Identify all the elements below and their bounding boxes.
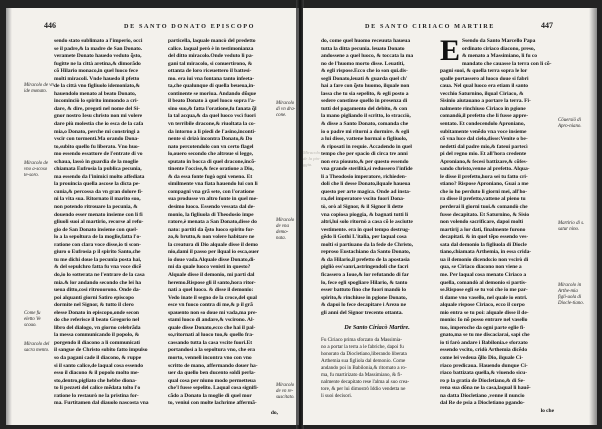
margin-note-eletto-vescovo: Come fu eletto Ve scouo.	[24, 311, 41, 328]
margin-note-idemonato: Miracolo de vn ide monato.	[24, 83, 54, 94]
text-line: spirito,& rinchiuse in pgione Donato,	[321, 294, 407, 301]
text-line: lo a la sepoltura de la moglie,fatta l'o-	[54, 234, 141, 241]
text-line: & del sepulchro fatta fu vna voce dicē	[54, 264, 142, 271]
text-line: dare, & dire, pregoti nel nome del Si-	[54, 105, 140, 112]
text-line: hauendolo menato al beato Donato,	[54, 90, 137, 97]
text-line: tiano,chiamata Arthemia, in essa crida-	[440, 249, 532, 256]
text-line: ni la vita sua. Ritornato il marito suo,	[54, 196, 141, 203]
text-line: non potendo ritrouare la pecunia, &	[54, 204, 138, 211]
text-line: vscir con tormenti.Ma orando Dona-	[54, 136, 139, 143]
text-line: porgendo il diacono a li communicati	[54, 339, 140, 346]
section-title-ciriaco: De Santo Ciriacò Martire.	[344, 324, 410, 332]
text-line: chiamata Eufrosia la publica pecunia,	[54, 166, 142, 173]
margin-note-conversion-aproniano: Cōuersiō di Apro-niano.	[558, 118, 582, 129]
text-line: sata dal demonio la figliuola di Diocle	[440, 241, 527, 248]
summary-line: honorato da Diocletiano,liberando liberata	[321, 350, 407, 357]
text-line: mio entra se tu poi: alquale disse il de-	[440, 309, 529, 316]
margin-note-sacramento: Miracolo del sacra mento.	[24, 342, 50, 353]
text-line: si il santo calice,de laqual cosa essendo	[54, 362, 144, 369]
text-line: reproso Eustachiano da Santo Donato,	[321, 249, 411, 256]
summary-line: Arthemia sua figliola dal demonio. Come	[321, 357, 406, 364]
left-column-2	[168, 38, 278, 408]
text-line: da intorno a li piedi de l'asino,inconti-	[168, 128, 256, 135]
text-line: alquale rispose Ciriaco, ecco il corpo	[440, 302, 525, 309]
text-line: tutti del pagamento del debito, & con	[321, 105, 408, 112]
text-line: ua il demonio dicendo:io non vscirò di	[440, 256, 529, 263]
text-line: esce vn fuoco contra di me,& p il grā	[168, 302, 253, 309]
summary-line: no a portar la terra a le fabriche, dapoi fu	[321, 343, 404, 350]
text-line: ratore,è menata a San Donato,disse do	[168, 219, 257, 226]
text-line: riaco battizata quella,& viuendo sicu-	[440, 370, 528, 377]
text-line: so,ritornati al luoco tuo,& quello fra-	[168, 332, 254, 339]
text-line: similmente vna fiata hauendo lui con li	[168, 181, 258, 188]
text-line: giuro o Eufrosia p il spirito Santo,che	[54, 249, 141, 256]
text-line: pigliò ess'sanri,astringendoli che facri	[321, 264, 409, 271]
text-line: dare più molestia che io esca de la cafa	[54, 121, 144, 128]
text-line: nato: partiti da q̃sto luoco spirito for-	[168, 226, 255, 233]
text-line: nio,dami il passo per ilqual io esca,ouer	[168, 249, 259, 256]
text-line: fugitte ne la città aretina,& dimorãdo	[54, 60, 141, 67]
text-line: riaco predicaua. Hauendo dunque Ci-	[440, 362, 528, 369]
text-line: to, veniui con molte lachrime affermā-	[168, 400, 257, 407]
text-line: zo,& brutto,& non volere habitare ne	[168, 234, 255, 241]
text-line: io doue vada.Alquale disse Donato,di-	[168, 256, 256, 263]
text-line: libro del dialogo, vn giorno celebrāda	[54, 324, 141, 331]
right-folio: 447	[541, 21, 553, 30]
text-line: il sangue de Christo subito fatto impulso	[54, 347, 148, 354]
summary-line: Fu Ciriaco prima sforzato da Massimia-	[321, 336, 402, 343]
right-catchword: lo che	[540, 407, 554, 414]
text-line: che'l fusse sepelito. Laqual cosa signifi-	[168, 385, 259, 392]
text-line: me. Per laqual cosa menato Ciriaco a	[440, 271, 527, 278]
text-line: a lui disse, vattene hormai o figliuolo,	[321, 136, 408, 143]
text-line: martirij a lor dati, finalmente furono	[440, 226, 526, 233]
text-line: questo per arte magica. Onde ad insta-	[321, 188, 411, 195]
text-line: no de l'huomo morto disse. Leuatiti,	[321, 60, 405, 67]
summary-line: tore, & per lui dimostrò Iddio vendetta ne	[321, 385, 406, 392]
text-line: se.Rispose egli se tu voi che io me par-	[440, 287, 528, 294]
text-line: cō vna luce dal cielo,disse:Venite o be-	[440, 136, 528, 143]
left-running-head: DE SANTO DONATO EPISCOPO	[124, 23, 256, 30]
margin-note-tesoro: Miracolo de vno a-scoso te-soro.	[24, 161, 49, 178]
text-line: altri,lui solo ritornò a casa cō le asciutte	[321, 219, 413, 226]
text-line: mandato che cauasse la terra con li cō-	[461, 60, 552, 67]
text-line: morto, venneli incontra vno con vno	[168, 354, 252, 361]
text-line: vna copiosa pioggia, & bagnati tutti li	[321, 211, 408, 218]
text-line: stiano? Rispose Aproniano, Guai a me	[440, 181, 529, 188]
text-line: gio de San Donato insieme con quel-	[54, 226, 138, 233]
text-line: sentato. Et condecendolo Aproniano,	[440, 121, 525, 128]
text-line: esso il diacono & il popolo molto me-	[54, 370, 140, 377]
text-line: essendo vscito, cridò Arthemia dicēdo	[440, 347, 528, 354]
text-line: esser battuto fino che fuori mandò lo	[321, 287, 406, 294]
text-line: li a Theodosio imperatore, richieden-	[321, 173, 407, 180]
summary-line: andando poi in Babilonia,& ritornato a ro-	[321, 364, 407, 371]
text-line: segli Donato,leuati & guarda quel ch'	[321, 75, 408, 82]
text-line: particella, laquale mancò del predetto	[168, 38, 256, 44]
text-line: monio: Io nō posso entrare nel vasello	[440, 317, 528, 324]
text-line: ueua ditto,cosi ritrouorono. Onde da-	[54, 287, 141, 294]
text-line: nato percotendolo con vn certo flagel	[168, 143, 254, 150]
text-line: de la città vno figliuolo idemoniato,&	[54, 83, 140, 90]
right-column-2	[440, 34, 554, 415]
text-line: do, come quel huomo receuuta haueua	[321, 38, 411, 44]
text-line: ta,che qualunque di quella beueua,in-	[168, 83, 255, 90]
text-line: rena sua dōna ne la casa,laqual li hauē-	[440, 385, 531, 392]
text-line: continente se moriua. Andando dūque	[168, 90, 257, 97]
text-line: & disse a Santo Donato, comanda che	[321, 121, 409, 128]
text-line: mo. era iui vna fontana tanto infeeta-	[168, 75, 255, 82]
left-page	[6, 8, 299, 425]
summary-line: li suoi decisori.	[321, 392, 352, 399]
text-line: ficassero a Ioue,& lor refutando di far	[321, 271, 409, 278]
text-line: douendo esser menato insieme con li fi	[54, 211, 143, 218]
text-line: Sisinio aiutauano a portare la terra. Fi-	[440, 98, 531, 105]
text-line: nente si drizò incontra Donato,& Do	[168, 136, 253, 143]
text-line: Vedo inate il segno de la croce,del qual	[168, 294, 257, 301]
text-line: la creatura di Dio alquale disse il demo	[168, 241, 258, 248]
text-line: poi alquanti giorni Satiro episcopo	[54, 294, 134, 301]
text-line: gēdo li Gothi L'italia, per laqual cosa	[321, 234, 407, 241]
text-line: hai a fare con q̃sto huomo, ilquale non	[321, 83, 410, 90]
margin-note-dracone: Miracolo di vn dra-cone.	[276, 101, 296, 118]
text-line: tempo che per spacio di circa tre anni	[321, 151, 408, 158]
text-line: del ditto miracolo.Onde veduto li pa-	[168, 53, 254, 60]
margin-note-martirio-saturnino: Martirio di s. satur nino.	[558, 221, 585, 232]
text-line: non era piouuto,& per questo essendo	[321, 158, 409, 165]
text-line: mia,o Donato, perche mi constringi a	[54, 128, 140, 135]
text-line: spauento non so doue mi vada,ma pre-	[168, 309, 258, 316]
text-line: sando christo,venne al prefetto. Alqua-	[440, 166, 530, 173]
text-line: nati a quel luoco. & disse il demonio:	[168, 287, 254, 294]
right-column-1	[321, 38, 433, 400]
text-line: la messa communicando il popolo, &	[54, 332, 140, 339]
text-line: heremo.Rispose gli il santo,hora ritor-	[168, 279, 256, 286]
summary-line: ma, fu martirizato da Massimiano, & fi-	[321, 371, 403, 378]
text-line: schaua, lassò in guardia de la moglie	[54, 158, 139, 165]
text-line: vecchio Saturnino, ilqual Ciriaco, &	[440, 90, 524, 97]
text-line: compagni vna grā sete, con l'oratione	[168, 188, 255, 195]
text-line: sputato in bocca di quel dracone,incō-	[168, 158, 256, 165]
text-line: uer da quello ben ducento soldi perla-	[168, 370, 256, 377]
text-line: scritto de mano, affermando douer ha-	[168, 362, 258, 369]
text-line: so da pagani cade il diacono, & ruppe	[54, 354, 142, 361]
left-catchword: do,	[270, 410, 278, 416]
text-line: mo essendo essattore de l'entrate di vo	[54, 151, 143, 158]
text-line: qua, se Ciriaco diacono non viene a	[440, 264, 522, 271]
text-line: quella, comandò al demonio si partis-	[440, 279, 527, 286]
text-line: vestimente. era in quel tempo destrug-	[321, 226, 410, 233]
text-line: to li pezzeti del calice mēdata tolto l'o	[54, 385, 141, 392]
text-line: spalle portassero al luoco doue si fabri	[440, 75, 529, 82]
text-line: & da Hilario,il prefetto de la apostasia	[321, 256, 410, 263]
text-line: cõ Hilario monaco,in quel luoco fece	[54, 68, 138, 75]
margin-note-pioggia: Miracolo de la pio-ggia.	[303, 150, 321, 167]
text-line: calice. laqual però è in testimonianza	[168, 45, 254, 52]
text-line: molti miracoli. Vnde hauedo il pfetto	[54, 75, 140, 82]
text-line: come lei vedeua q̃llo Dio, ilquale Ci-	[440, 354, 524, 361]
text-line: io ti farò andare i Babilonia.e sforzato	[440, 339, 528, 346]
text-line: lo,ouero secondo che altroue si legge,	[168, 151, 253, 158]
text-line: il beato Donato à quel luoco sopra l'a-	[168, 98, 256, 105]
text-line: desimo luoco. Essendo vessata dal de-	[168, 204, 255, 211]
text-line: tinente l'occise,& fece oratione a Dio,	[168, 166, 254, 173]
text-line: dormite nel Signor, & tutto il clero	[54, 302, 134, 309]
text-line: cādo a Donato la moglie di quel mor	[168, 392, 252, 399]
text-line: caua. Nel qual luoco era etiam il santo	[440, 83, 529, 90]
text-line: elesse Donato in episcopo,onde secon	[54, 309, 139, 316]
text-line: ordinato ciriaco diacono, preso,	[461, 45, 535, 52]
text-line: la mano pigliando il scritto, lo stracciò,	[321, 113, 411, 120]
text-line: Ssendo da Santo Marcello Papa	[461, 38, 536, 44]
text-line: nedetti dal padre mio,& fateui partecì	[440, 143, 528, 150]
left-column-1	[54, 38, 164, 408]
text-line: do che referisce il beato Gregorio nel	[54, 317, 140, 324]
text-line: ottanta de loro riceuettero il battesi-	[168, 68, 252, 75]
text-line: tu me dichi doue la pecunia posta hai,	[54, 256, 142, 263]
text-line: mia.& lor andando secondo che lei ha	[54, 279, 142, 286]
text-line: perderai li giorni tuoi.& comandò che	[440, 204, 528, 211]
text-line: gli anni del Signor trecento ottanta.	[321, 309, 403, 316]
text-line: ratione con clara voce disse,io ti scon-	[54, 241, 141, 248]
text-line: lassa che tu sia sepelito, & egli posto a	[321, 90, 409, 97]
text-line: la tal acqua,& da quel luoco vscì fuori	[168, 113, 256, 120]
text-line: ra,del imperatore vscito fuori Dona-	[321, 196, 405, 203]
text-line: & da essa fonte fugò ogni veneno. Et	[168, 173, 253, 180]
text-line: vna grande sterilità,si redussero l'infide	[321, 166, 413, 173]
text-line: veramete Donato hauedo veduto q̃sto,	[54, 53, 142, 60]
text-line: na datta Diocletiano ,venne il nuncio	[440, 392, 525, 399]
text-line: sendo stato sublimato a l'imperio, occi	[54, 38, 143, 44]
text-line: Aproniano,& fecesi battizare,& cōfes-	[440, 158, 528, 165]
text-line: ra disse il prefetto,vattene al pieno tu	[440, 196, 526, 203]
text-line: decapitati. & in quel tēpo essendo ves-	[440, 234, 529, 241]
text-line: vn terribile dracone,& riuoltata la co-	[168, 121, 256, 128]
text-line: sto,dentro,pigliato che hebbe diona-	[54, 377, 137, 384]
text-line: sua produsse vn altro fonte in quel me-	[168, 196, 258, 203]
text-line: & egli rispose.Ecco che io son qui.dis-	[321, 68, 408, 75]
text-line: sedere constinse quello in presenza di	[321, 98, 408, 105]
text-line: mi da quale luoco venisti in questo?	[168, 264, 251, 271]
text-line: se il padre,& la madre de San Donato.	[54, 45, 143, 52]
text-line: & riposati in requie. Accadendo in quel	[321, 143, 412, 150]
text-line: le disse il prefetto,hora sei tu fatto cri-	[440, 173, 528, 180]
text-line: portandosi a la sepoltura vno, che era	[168, 347, 256, 354]
text-line: ma essendo da l'inimici molto affediata	[54, 173, 145, 180]
text-line: subitamente venēdo vna voce insieme	[440, 128, 527, 135]
text-line: Alquale disse il demonio, mi parti dal	[168, 271, 255, 278]
text-line: & menato a Massimiano, li fu co	[461, 53, 537, 60]
summary-line: nalmente decapitato rese l'alma al suo crea-	[321, 378, 410, 385]
text-line: ro p la gratia de Diocletiano,& di Se-	[440, 377, 525, 384]
text-line: qual cosa per niuno modo permetteua	[168, 377, 256, 384]
text-line: ma. Furtitamen dal diauolo nascosta vna	[54, 400, 149, 407]
text-line: incominciò lo spirito immondo a cri-	[54, 98, 139, 105]
text-line: andossene a quel luoco, & toccata la ma	[321, 53, 414, 60]
text-line: gani tal miracolo, si conuertirono, &	[168, 60, 253, 67]
text-line: gliuoli suoi al martirio, recorse al refu-	[54, 219, 144, 226]
text-line: sino suo,& fatta l'oratione,fu fanata q̃l	[168, 105, 257, 112]
text-line: dal Re de psia a Diocletiano pgando-	[440, 400, 525, 407]
text-line: fusse decapitato. Et Saturnino, & Sisio	[440, 211, 530, 218]
text-line: molti si partiuano da la fede de Christo,	[321, 241, 413, 248]
text-line: quale disse Donato,ecco che hai il pal-	[168, 324, 256, 331]
text-line: doli che li desse Donato,ilquale haueua	[321, 181, 411, 188]
text-line: cunia,& percossa da vn gran dolore fi-	[54, 188, 143, 195]
text-line: & dapoi lo fece decapitare i Arezo ne	[321, 302, 406, 309]
right-running-head: DE SANTO CIRIACO MARTIRE	[365, 23, 496, 30]
text-line: la prouincia quella ascose la dicta pe-	[54, 181, 141, 188]
text-line: non volendo sacrificare, dapoi molti	[440, 219, 523, 226]
text-line: tò, orò al Signor, & il Signor li dette	[321, 204, 404, 211]
text-line: tutta la ditta pecunia. leuato Donato	[321, 45, 405, 52]
drop-cap-letter: E	[440, 34, 460, 67]
text-line: comandò,il prefetto che li fusse appre-	[440, 113, 529, 120]
text-line: lo, fece egli spogliare Hilario, & tanto	[321, 279, 408, 286]
text-line: stami luoco di andare,& vscirono. Al-	[168, 317, 255, 324]
text-line: ti dame vno vasello, nel quale io entri.	[440, 294, 528, 301]
text-line: tuo, imperoche da ogni parte eglie fi-	[440, 324, 526, 331]
text-line: to,subito quello fu liberato. Vno huo-	[54, 143, 140, 150]
text-line: io o padre mi ritorni a dormire. & egli	[321, 128, 410, 135]
text-line: ratione lo restaurò ne la pristina for-	[54, 392, 139, 399]
margin-note-demonata: Miracolo de vna demo-nata.	[276, 218, 295, 241]
text-line: pagni suoi, & quella terra sopra le lor	[440, 68, 528, 75]
text-line: che io ho perduto li giorni mei, all'ho-	[440, 188, 528, 195]
margin-note-resuscitato: Miracolo de vn re-suscitato.	[276, 383, 295, 400]
text-line: gnato,ma se tu me discaciarai, sapi che	[440, 332, 530, 339]
right-page	[303, 8, 597, 425]
margin-note-miracolo-arthemia: Miracolo in Arthe-mia figli-uola di Diocle-tiano.	[558, 283, 584, 306]
text-line: pi del regno mio. Et all'hora credente	[440, 151, 527, 158]
text-line: monio, la figliuola di Theodosio impe	[168, 211, 254, 218]
text-line: nalmente rinchiuso Ciriaco in pgione	[440, 105, 526, 112]
left-folio: 446	[44, 21, 56, 30]
text-line: cassando tutta la casa vscite fuori.Et	[168, 339, 253, 346]
text-line: gnor nostro Iesu christo non mi volere	[54, 113, 143, 120]
text-line: do,io lo sotterata ne l'entrare de la casa	[54, 271, 145, 278]
